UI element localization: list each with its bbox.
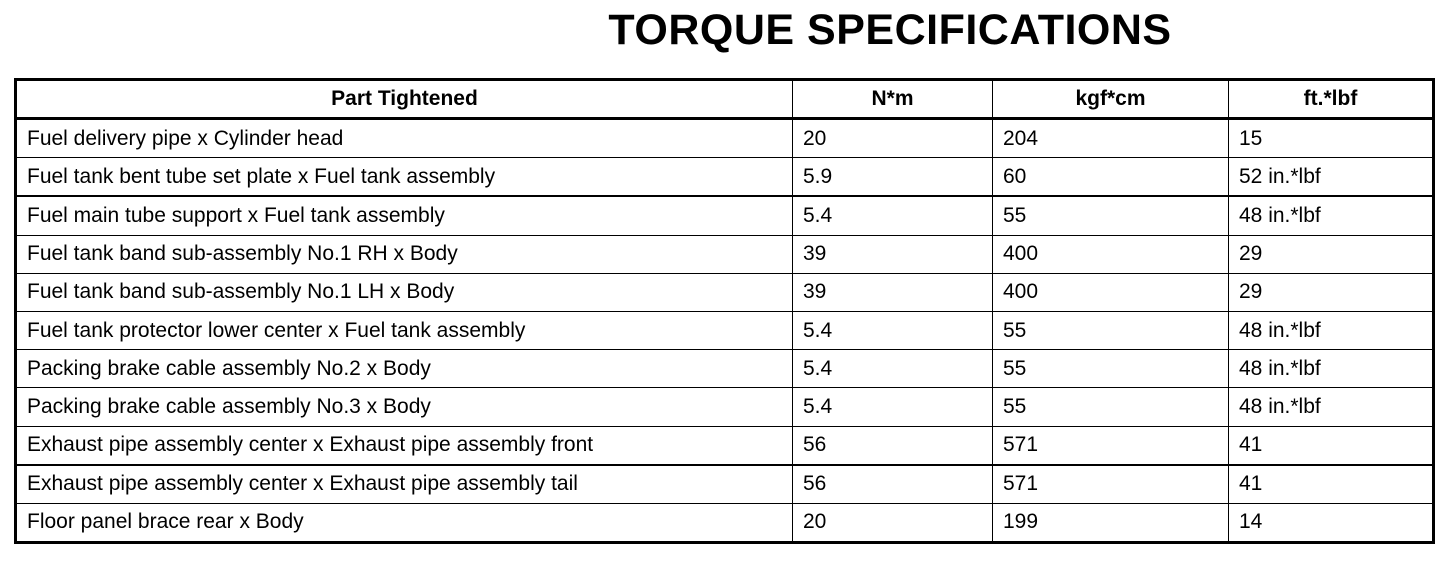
table-row [16,119,1434,158]
cell-kgf-cm: 60 [993,158,1229,197]
cell-ft-lbf: 29 [1229,235,1434,273]
header-part-tightened: Part Tightened [16,80,793,119]
cell-ft-lbf: 48 in.*lbf [1229,388,1434,426]
cell-nm: 20 [793,119,993,158]
cell-nm: 5.4 [793,388,993,426]
cell-nm: 5.4 [793,311,993,349]
cell-kgf-cm: 400 [993,273,1229,311]
page-title: TORQUE SPECIFICATIONS [608,6,1172,54]
cell-ft-lbf: 41 [1229,426,1434,465]
cell-kgf-cm: 55 [993,388,1229,426]
cell-kgf-cm: 55 [993,196,1229,235]
table-header-row [16,80,1434,119]
cell-part: Exhaust pipe assembly center x Exhaust pipe assembly front [16,426,793,465]
cell-ft-lbf: 29 [1229,273,1434,311]
table-row [16,465,1434,504]
cell-kgf-cm: 199 [993,503,1229,542]
cell-part: Floor panel brace rear x Body [16,503,793,542]
table-row [16,503,1434,542]
cell-part: Fuel tank protector lower center x Fuel tank assembly [16,311,793,349]
cell-part: Packing brake cable assembly No.3 x Body [16,388,793,426]
header-kgf-cm: kgf*cm [993,80,1229,119]
table-row [16,273,1434,311]
table-row [16,235,1434,273]
cell-kgf-cm: 204 [993,119,1229,158]
cell-part: Fuel delivery pipe x Cylinder head [16,119,793,158]
cell-nm: 20 [793,503,993,542]
cell-nm: 5.4 [793,350,993,388]
cell-part: Fuel tank band sub-assembly No.1 LH x Body [16,273,793,311]
table-row [16,311,1434,349]
cell-nm: 39 [793,273,993,311]
cell-part: Fuel main tube support x Fuel tank assembly [16,196,793,235]
table-row [16,426,1434,465]
cell-kgf-cm: 400 [993,235,1229,273]
table-row [16,196,1434,235]
cell-ft-lbf: 48 in.*lbf [1229,350,1434,388]
cell-nm: 5.9 [793,158,993,197]
cell-nm: 56 [793,426,993,465]
cell-ft-lbf: 48 in.*lbf [1229,311,1434,349]
header-nm: N*m [793,80,993,119]
cell-ft-lbf: 41 [1229,465,1434,504]
table-row [16,350,1434,388]
cell-ft-lbf: 15 [1229,119,1434,158]
cell-nm: 39 [793,235,993,273]
cell-nm: 5.4 [793,196,993,235]
cell-ft-lbf: 52 in.*lbf [1229,158,1434,197]
table-row [16,388,1434,426]
cell-ft-lbf: 48 in.*lbf [1229,196,1434,235]
cell-part: Packing brake cable assembly No.2 x Body [16,350,793,388]
cell-kgf-cm: 571 [993,465,1229,504]
cell-ft-lbf: 14 [1229,503,1434,542]
cell-part: Exhaust pipe assembly center x Exhaust pipe assembly tail [16,465,793,504]
cell-nm: 56 [793,465,993,504]
header-ft-lbf: ft.*lbf [1229,80,1434,119]
cell-kgf-cm: 55 [993,311,1229,349]
torque-spec-table [14,78,1435,544]
table-row [16,158,1434,197]
cell-kgf-cm: 571 [993,426,1229,465]
cell-part: Fuel tank bent tube set plate x Fuel tank assembly [16,158,793,197]
cell-part: Fuel tank band sub-assembly No.1 RH x Body [16,235,793,273]
cell-kgf-cm: 55 [993,350,1229,388]
